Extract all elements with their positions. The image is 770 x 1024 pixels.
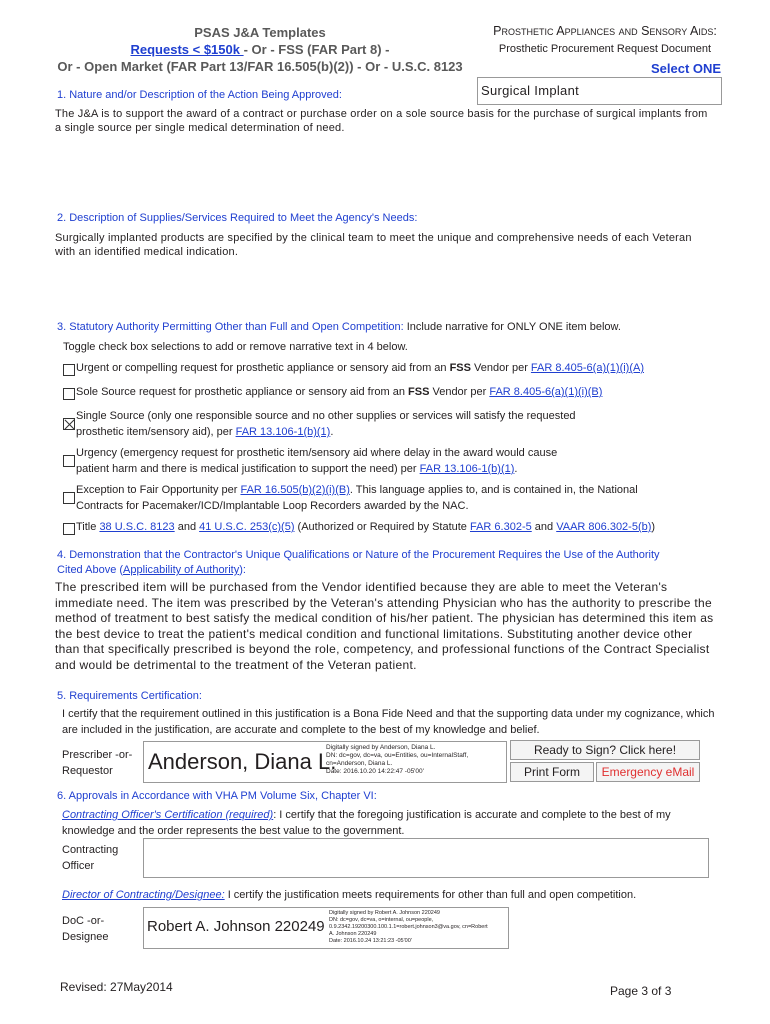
section-5-text: I certify that the requirement outlined in this justification is a Bona Fide Need and that the supporting data under my cognizance, which are included in the justification, are accurate and complete to the best of my knowledge and belief. (62, 708, 715, 736)
far-16505-link[interactable]: FAR 16.505(b)(2)(i)(B) (240, 484, 350, 496)
co-signature-field[interactable] (143, 838, 709, 878)
section-1-heading: 1. Nature and/or Description of the Action Being Approved: (57, 89, 342, 101)
co-certification: Contracting Officer's Certification (required): I certify that the foregoing justification is accurate and complete to the best of my knowledge and the order represents the best value to the government. (62, 809, 671, 837)
doc-label: DoC -or- Designee (62, 915, 109, 943)
co-certification-link[interactable]: Contracting Officer's Certification (required) (62, 809, 274, 821)
checkbox-fss-sole-source[interactable] (63, 388, 75, 400)
far-13106-link-1[interactable]: FAR 13.106-1(b)(1) (235, 426, 331, 438)
item-type-value: Surgical Implant (481, 83, 580, 98)
section-1-text[interactable]: The J&A is to support the award of a contract or purchase order on a sole source basis for the purchase of surgical implants from a single source per single medical determination of need. (55, 108, 708, 134)
section-2-heading: 2. Description of Supplies/Services Required to Meet the Agency's Needs: (57, 212, 418, 224)
toggle-note: Toggle check box selections to add or remove narrative text in 4 below. (63, 341, 408, 353)
vaar-806302-link[interactable]: VAAR 806.302-5(b) (556, 521, 652, 533)
section-4-heading: 4. Demonstration that the Contractor's Unique Qualifications or Nature of the Procurement Requires the Use of the Authority Cited Above (Applicability of Authority): (57, 549, 660, 576)
section-6-heading: 6. Approvals in Accordance with VHA PM Volume Six, Chapter VI: (57, 790, 377, 802)
right-subtitle: Prosthetic Procurement Request Document (498, 43, 712, 55)
select-one-label: Select ONE (651, 61, 722, 76)
revised-date: Revised: 27May2014 (60, 980, 173, 994)
doc-signature-details: Digitally signed by Robert A. Johnson 220249 DN: dc=gov, dc=va, o=internal, ou=people, 0.9.2342.19200300.100.1.1=robert.johnson3@va.gov, cn=Robert A. Johnson 220249 Date: 2016.10.24 13:21:23 -05'00' (329, 910, 488, 944)
far-8405-b-link[interactable]: FAR 8.405-6(a)(1)(i)(B) (489, 386, 603, 398)
option-fss-sole-source: Sole Source request for prosthetic appliance or sensory aid from an FSS Vendor per FAR 8.405-6(a)(1)(i)(B) (76, 386, 603, 398)
doc-certification: Director of Contracting/Designee: I certify the justification meets requirements for other than full and open competition. (62, 889, 637, 901)
doc-designee-link[interactable]: Director of Contracting/Designee: (62, 889, 225, 901)
print-form-button[interactable]: Print Form (510, 762, 594, 782)
requests-link[interactable]: Requests < $150k (130, 42, 244, 57)
emergency-email-button[interactable]: Emergency eMail (596, 762, 700, 782)
ready-to-sign-button[interactable]: Ready to Sign? Click here! (510, 740, 700, 760)
checkbox-urgency[interactable] (63, 455, 75, 467)
usc-253-link[interactable]: 41 U.S.C. 253(c)(5) (199, 521, 295, 533)
far-6302-link[interactable]: FAR 6.302-5 (469, 521, 532, 533)
doc-signer-name: Robert A. Johnson 220249 (147, 918, 325, 935)
checkbox-fair-opportunity[interactable] (63, 492, 75, 504)
header-line-2: Requests < $150k - Or - FSS (FAR Part 8) - (130, 42, 390, 57)
doc-signature-field[interactable] (143, 907, 509, 949)
option-single-source: Single Source (only one responsible source and no other supplies or services will satisfy the requested prosthetic item/sensory aid), per FAR 13.106-1(b)(1). (76, 410, 576, 438)
section-2-text[interactable]: Surgically implanted products are specified by the clinical team to meet the unique and comprehensive needs of each Veteran with an identified medical indication. (55, 232, 692, 258)
co-label: Contracting Officer (62, 844, 119, 872)
option-fss-urgent: Urgent or compelling request for prosthetic appliance or sensory aid from an FSS Vendor per FAR 8.405-6(a)(1)(i)(A) (76, 362, 644, 374)
applicability-link[interactable]: Applicability of Authority (123, 564, 240, 576)
prescriber-signature-details: Digitally signed by Anderson, Diana L. DN: dc=gov, dc=va, ou=Entities, ou=InternalStaff, cn=Anderson, Diana L. Date: 2016.10.20 14:22:47 -05'00' (326, 744, 469, 775)
checkbox-fss-urgent[interactable] (63, 364, 75, 376)
page-number: Page 3 of 3 (610, 984, 672, 998)
section-3-heading: 3. Statutory Authority Permitting Other than Full and Open Competition: Include narrative for ONLY ONE item below. (57, 321, 621, 333)
prescriber-label: Prescriber -or- Requestor (62, 749, 133, 777)
checkbox-single-source[interactable] (63, 418, 75, 430)
far-8405-a-link[interactable]: FAR 8.405-6(a)(1)(i)(A) (530, 362, 644, 374)
prescriber-signature-field[interactable] (143, 741, 507, 783)
usc-8123-link[interactable]: 38 U.S.C. 8123 (99, 521, 175, 533)
option-fair-opportunity: Exception to Fair Opportunity per FAR 16.505(b)(2)(i)(B). This language applies to, and is contained in, the National Contracts for Pacemaker/ICD/Implantable Loop Recorders awarded by the NAC. (76, 484, 638, 512)
far-13106-link-2[interactable]: FAR 13.106-1(b)(1) (419, 463, 515, 475)
right-title: Prosthetic Appliances and Sensory Aids: (493, 24, 717, 38)
item-type-select[interactable] (477, 77, 722, 105)
option-title-38: Title 38 U.S.C. 8123 and 41 U.S.C. 253(c)(5) (Authorized or Required by Statute FAR 6.302-5 and VAAR 806.302-5(b)) (76, 521, 656, 533)
section-4-text[interactable]: The prescribed item will be purchased from the Vendor identified because they are able to meet the Veteran's immediate need. The item was prescribed by the Veteran's attending Physician who has the authority to prescribe the method of treatment to best satisfy the medical condition of his/her patient. The physician has determined this item as the best device to treat the patient's medical condition and functional limitations. Substituting another device other than that specifically prescribed is beyond the role, competency, and professional functions of the Contract Specialist and would be detrimental to the treatment of the Veteran patient. (55, 580, 714, 672)
option-urgency: Urgency (emergency request for prosthetic item/sensory aid where delay in the award would cause patient harm and there is medical justification to support the need) per FAR 13.106-1(b)(1). (76, 447, 558, 475)
checkbox-title-38[interactable] (63, 523, 75, 535)
template-title: PSAS J&A Templates (194, 25, 326, 40)
prescriber-signer-name: Anderson, Diana L. (148, 749, 337, 774)
section-5-heading: 5. Requirements Certification: (57, 690, 202, 702)
header-line-3: Or - Open Market (FAR Part 13/FAR 16.505(b)(2)) - Or - U.S.C. 8123 (57, 59, 463, 74)
